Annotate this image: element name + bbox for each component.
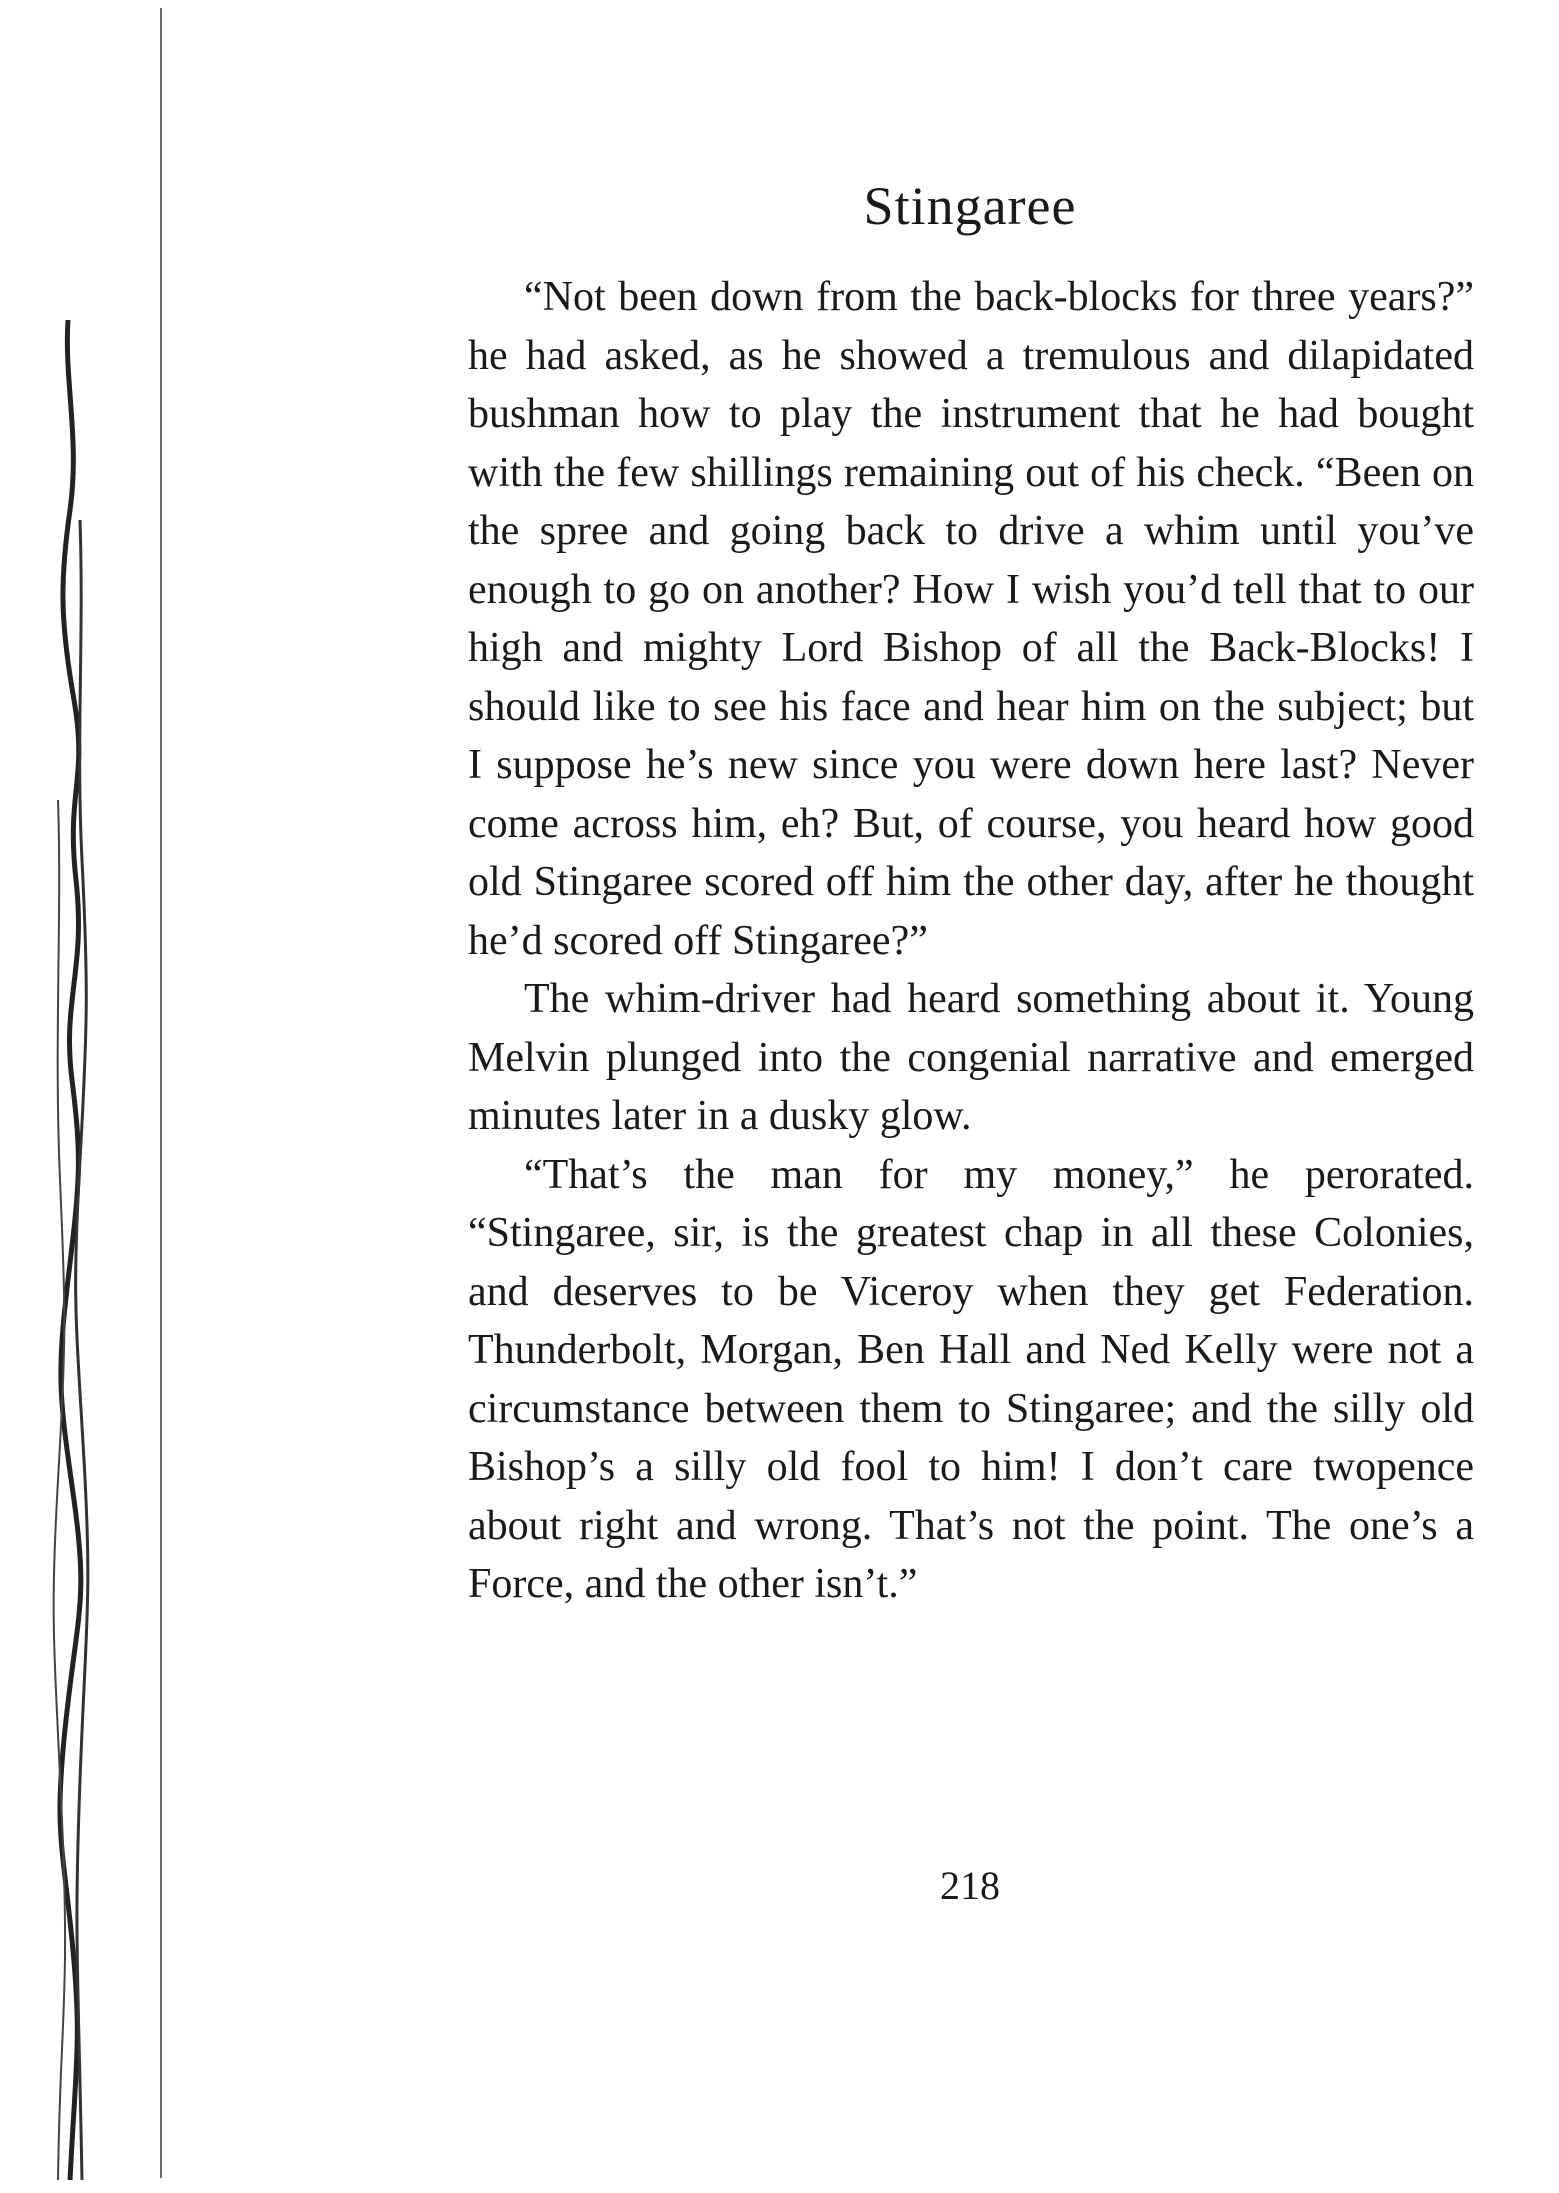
binding-edge-scan-artifact: [40, 320, 100, 2180]
running-head: Stingaree: [863, 176, 1077, 236]
body-text: [468, 268, 1474, 1614]
page-number: 218: [940, 1863, 1000, 1908]
paragraph: “That’s the man for my money,” he perorated. “Stingaree, sir, is the greatest chap in all these Colonies, and deserves to be Viceroy when they get Federation. Thunderbolt, Morgan, Ben Hall and Ned Kelly were not a circumstance between them to Stingaree; and the silly old Bishop’s a silly old fool to him! I don’t care twopence about right and wrong. That’s not the point. The one’s a Force, and the other isn’t.”: [468, 1151, 1474, 1607]
paragraph: The whim-driver had heard something about it. Young Melvin plunged into the congenial narrative and emerged minutes later in a dusky glow.: [468, 976, 1474, 1139]
gutter-rule: [160, 8, 162, 2178]
paragraph: “Not been down from the back-blocks for three years?” he had asked, as he showed a tremulous and dilapidated bushman how to play the instrument that he had bought with the few shillings remaining out of his check. “Been on the spree and going back to drive a whim until you’ve enough to go on another? How I wish you’d tell that to our high and mighty Lord Bishop of all the Back-Blocks! I should like to see his face and hear him on the subject; but I suppose he’s new since you were down here last? Never come across him, eh? But, of course, you heard how good old Stingaree scored off him the other day, after he thought he’d scored off Stingaree?”: [468, 274, 1474, 964]
